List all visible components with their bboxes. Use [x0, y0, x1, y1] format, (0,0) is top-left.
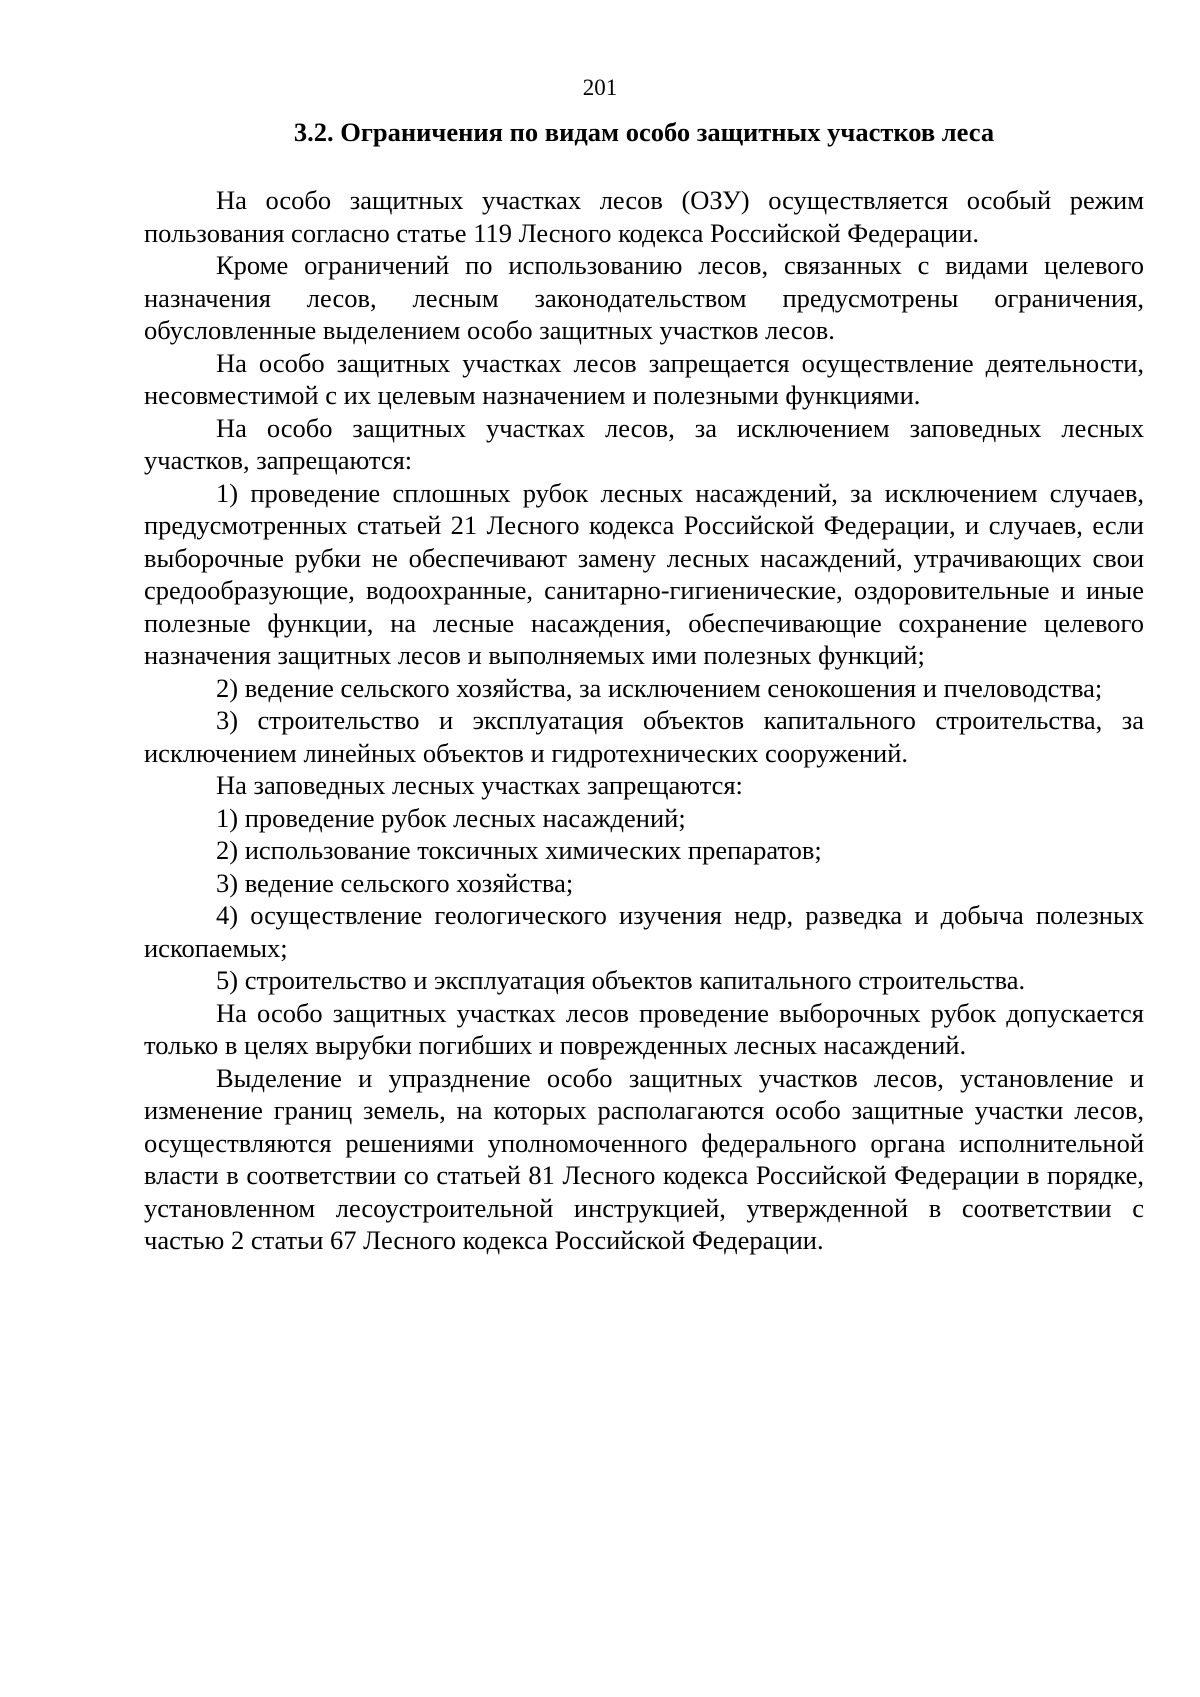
document-body [144, 184, 1144, 1257]
list-item: 3) ведение сельского хозяйства; [216, 867, 574, 898]
paragraph: На заповедных лесных участках запрещаются: [216, 770, 743, 800]
page-number: 201 [582, 75, 618, 100]
list-item: 1) проведение сплошных рубок лесных насаждений, за исключением случаев, предусмотренных статьей 21 Лесного кодекса Российской Федерации, и случаев, если выборочные рубки не обеспечивают замену лесных насаждений, утрачивающих свои средообразующие, водоохранные, санитарно-гигиенические, оздоровительные и иные полезные функции, на лесные насаждения, обеспечивающие сохранение целевого назначения защитных лесов и выполняемых ими полезных функций; [144, 477, 1144, 670]
section-title: 3.2. Ограничения по видам особо защитных участков леса [293, 117, 995, 147]
list-item: 2) ведение сельского хозяйства, за исключением сенокошения и пчеловодства; [216, 672, 1103, 703]
list-item: 4) осуществление геологического изучения недр, разведка и добыча полезных ископаемых; [144, 900, 1144, 963]
paragraph: На особо защитных участках лесов проведение выборочных рубок допускается только в целях вырубки погибших и поврежденных лесных насаждений. [144, 997, 1144, 1060]
list-item: 1) проведение рубок лесных насаждений; [216, 802, 686, 833]
paragraph: На особо защитных участках лесов, за исключением заповедных лесных участков, запрещаются: [144, 412, 1144, 475]
paragraph: Выделение и упразднение особо защитных участков лесов, установление и изменение границ земель, на которых располагаются особо защитные участки лесов, осуществляются решениями уполномоченного федерального органа исполнительной власти в соответствии со статьей 81 Лесного кодекса Российской Федерации в порядке, установленном лесоустроительной инструкцией, утвержденной в соответствии с частью 2 статьи 67 Лесного кодекса Российской Федерации. [144, 1062, 1144, 1255]
paragraph: Кроме ограничений по использованию лесов, связанных с видами целевого назначения лесов, лесным законодательством предусмотрены ограничения, обусловленные выделением особо защитных участков лесов. [144, 250, 1144, 345]
paragraph: На особо защитных участках лесов (ОЗУ) осуществляется особый режим пользования согласно статье 119 Лесного кодекса Российской Федерации. [144, 185, 1144, 248]
list-item: 5) строительство и эксплуатация объектов капитального строительства. [216, 965, 1026, 995]
paragraph: На особо защитных участках лесов запрещается осуществление деятельности, несовместимой с их целевым назначением и полезными функциями. [144, 347, 1144, 410]
list-item: 3) строительство и эксплуатация объектов капитального строительства, за исключением линейных объектов и гидротехнических сооружений. [144, 705, 1144, 768]
list-item: 2) использование токсичных химических препаратов; [216, 835, 822, 865]
